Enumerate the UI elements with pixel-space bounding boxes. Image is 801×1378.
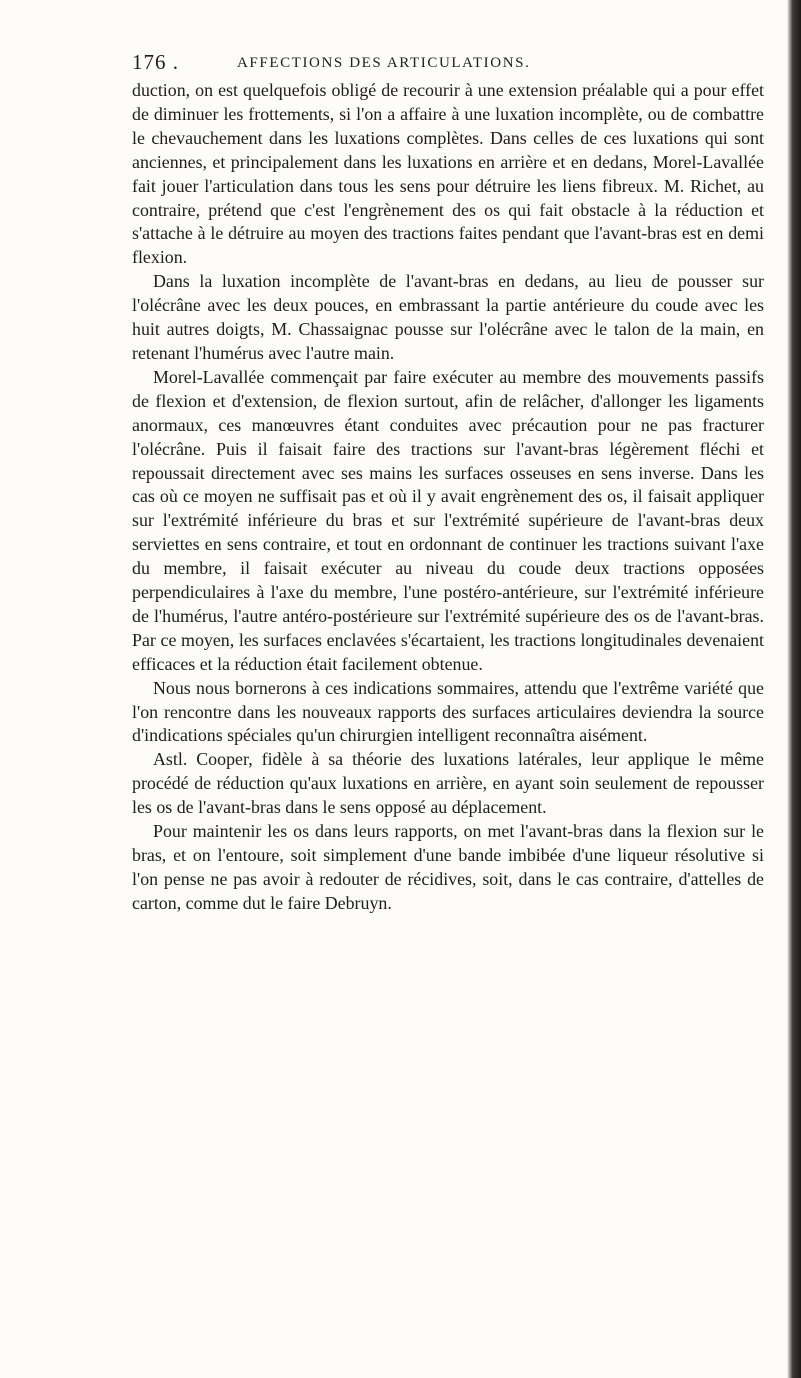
paragraph-1: duction, on est quelquefois obligé de recourir à une extension préalable qui a pour effet de diminuer les frottements, si l'on a affaire à une luxation incomplète, ou de combattre le chevauchement dans les luxations complètes. Dans celles de ces luxations qui sont anciennes, et principalement dans les luxations en arrière et en dedans, Morel-Lavallée fait jouer l'articulation dans tous les sens pour détruire les liens fibreux. M. Richet, au contraire, prétend que c'est l'engrènement des os qui fait obstacle à la réduction et s'attache à le détruire au moyen des tractions faites pendant que l'avant-bras est en demi flexion. xyxy=(132,80,764,268)
running-title: AFFECTIONS DES ARTICULATIONS. xyxy=(237,55,531,71)
page-number: 176 . xyxy=(132,50,179,74)
paragraph-5: Astl. Cooper, fidèle à sa théorie des luxations latérales, leur applique le même procédé de réduction qu'aux luxations en arrière, en ayant soin seulement de repousser les os de l'avant-bras dans le sens opposé au déplacement. xyxy=(132,749,764,818)
paragraph-4: Nous nous bornerons à ces indications sommaires, attendu que l'extrême variété que l'on rencontre dans les nouveaux rapports des surfaces articulaires deviendra la source d'indications spéciales qu'un chirurgien intelligent reconnaîtra aisément. xyxy=(132,677,764,746)
page-binding-edge xyxy=(787,0,801,1378)
paragraph-2: Dans la luxation incomplète de l'avant-bras en dedans, au lieu de pousser sur l'olécrâne avec les deux pouces, en embrassant la partie antérieure du coude avec les huit autres doigts, M. Chassaignac pousse sur l'olécrâne avec le talon de la main, en retenant l'humérus avec l'autre main. xyxy=(132,271,764,363)
paragraph-3: Morel-Lavallée commençait par faire exécuter au membre des mouvements passifs de flexion et d'extension, de flexion surtout, afin de relâcher, d'allonger les ligaments anormaux, ces manœuvres étant conduites avec précaution pour ne pas fracturer l'olécrâne. Puis il faisait faire des tractions sur l'avant-bras légèrement fléchi et repoussait directement avec ses mains les surfaces osseuses en sens inverse. Dans les cas où ce moyen ne suffisait pas et où il y avait engrènement des os, il faisait appliquer sur l'extrémité inférieure du bras et sur l'extrémité supérieure de l'avant-bras deux serviettes en sens contraire, et tout en ordonnant de continuer les tractions suivant l'axe du membre, il faisait exécuter au niveau du coude deux tractions opposées perpendiculaires à l'axe du membre, l'une postéro-antérieure, sur l'extrémité inférieure de l'humérus, l'autre antéro-postérieure sur l'extrémité supérieure des os de l'avant-bras. Par ce moyen, les surfaces enclavées s'écartaient, les tractions longitudinales devenaient efficaces et la réduction était facilement obtenue. xyxy=(132,366,764,674)
body-text xyxy=(132,79,764,916)
page-header xyxy=(132,50,762,80)
paragraph-6: Pour maintenir les os dans leurs rapports, on met l'avant-bras dans la flexion sur le bras, et on l'entoure, soit simplement d'une bande imbibée d'une liqueur résolutive si l'on pense ne pas avoir à redouter de récidives, soit, dans le cas contraire, d'attelles de carton, comme dut le faire Debruyn. xyxy=(132,821,764,913)
